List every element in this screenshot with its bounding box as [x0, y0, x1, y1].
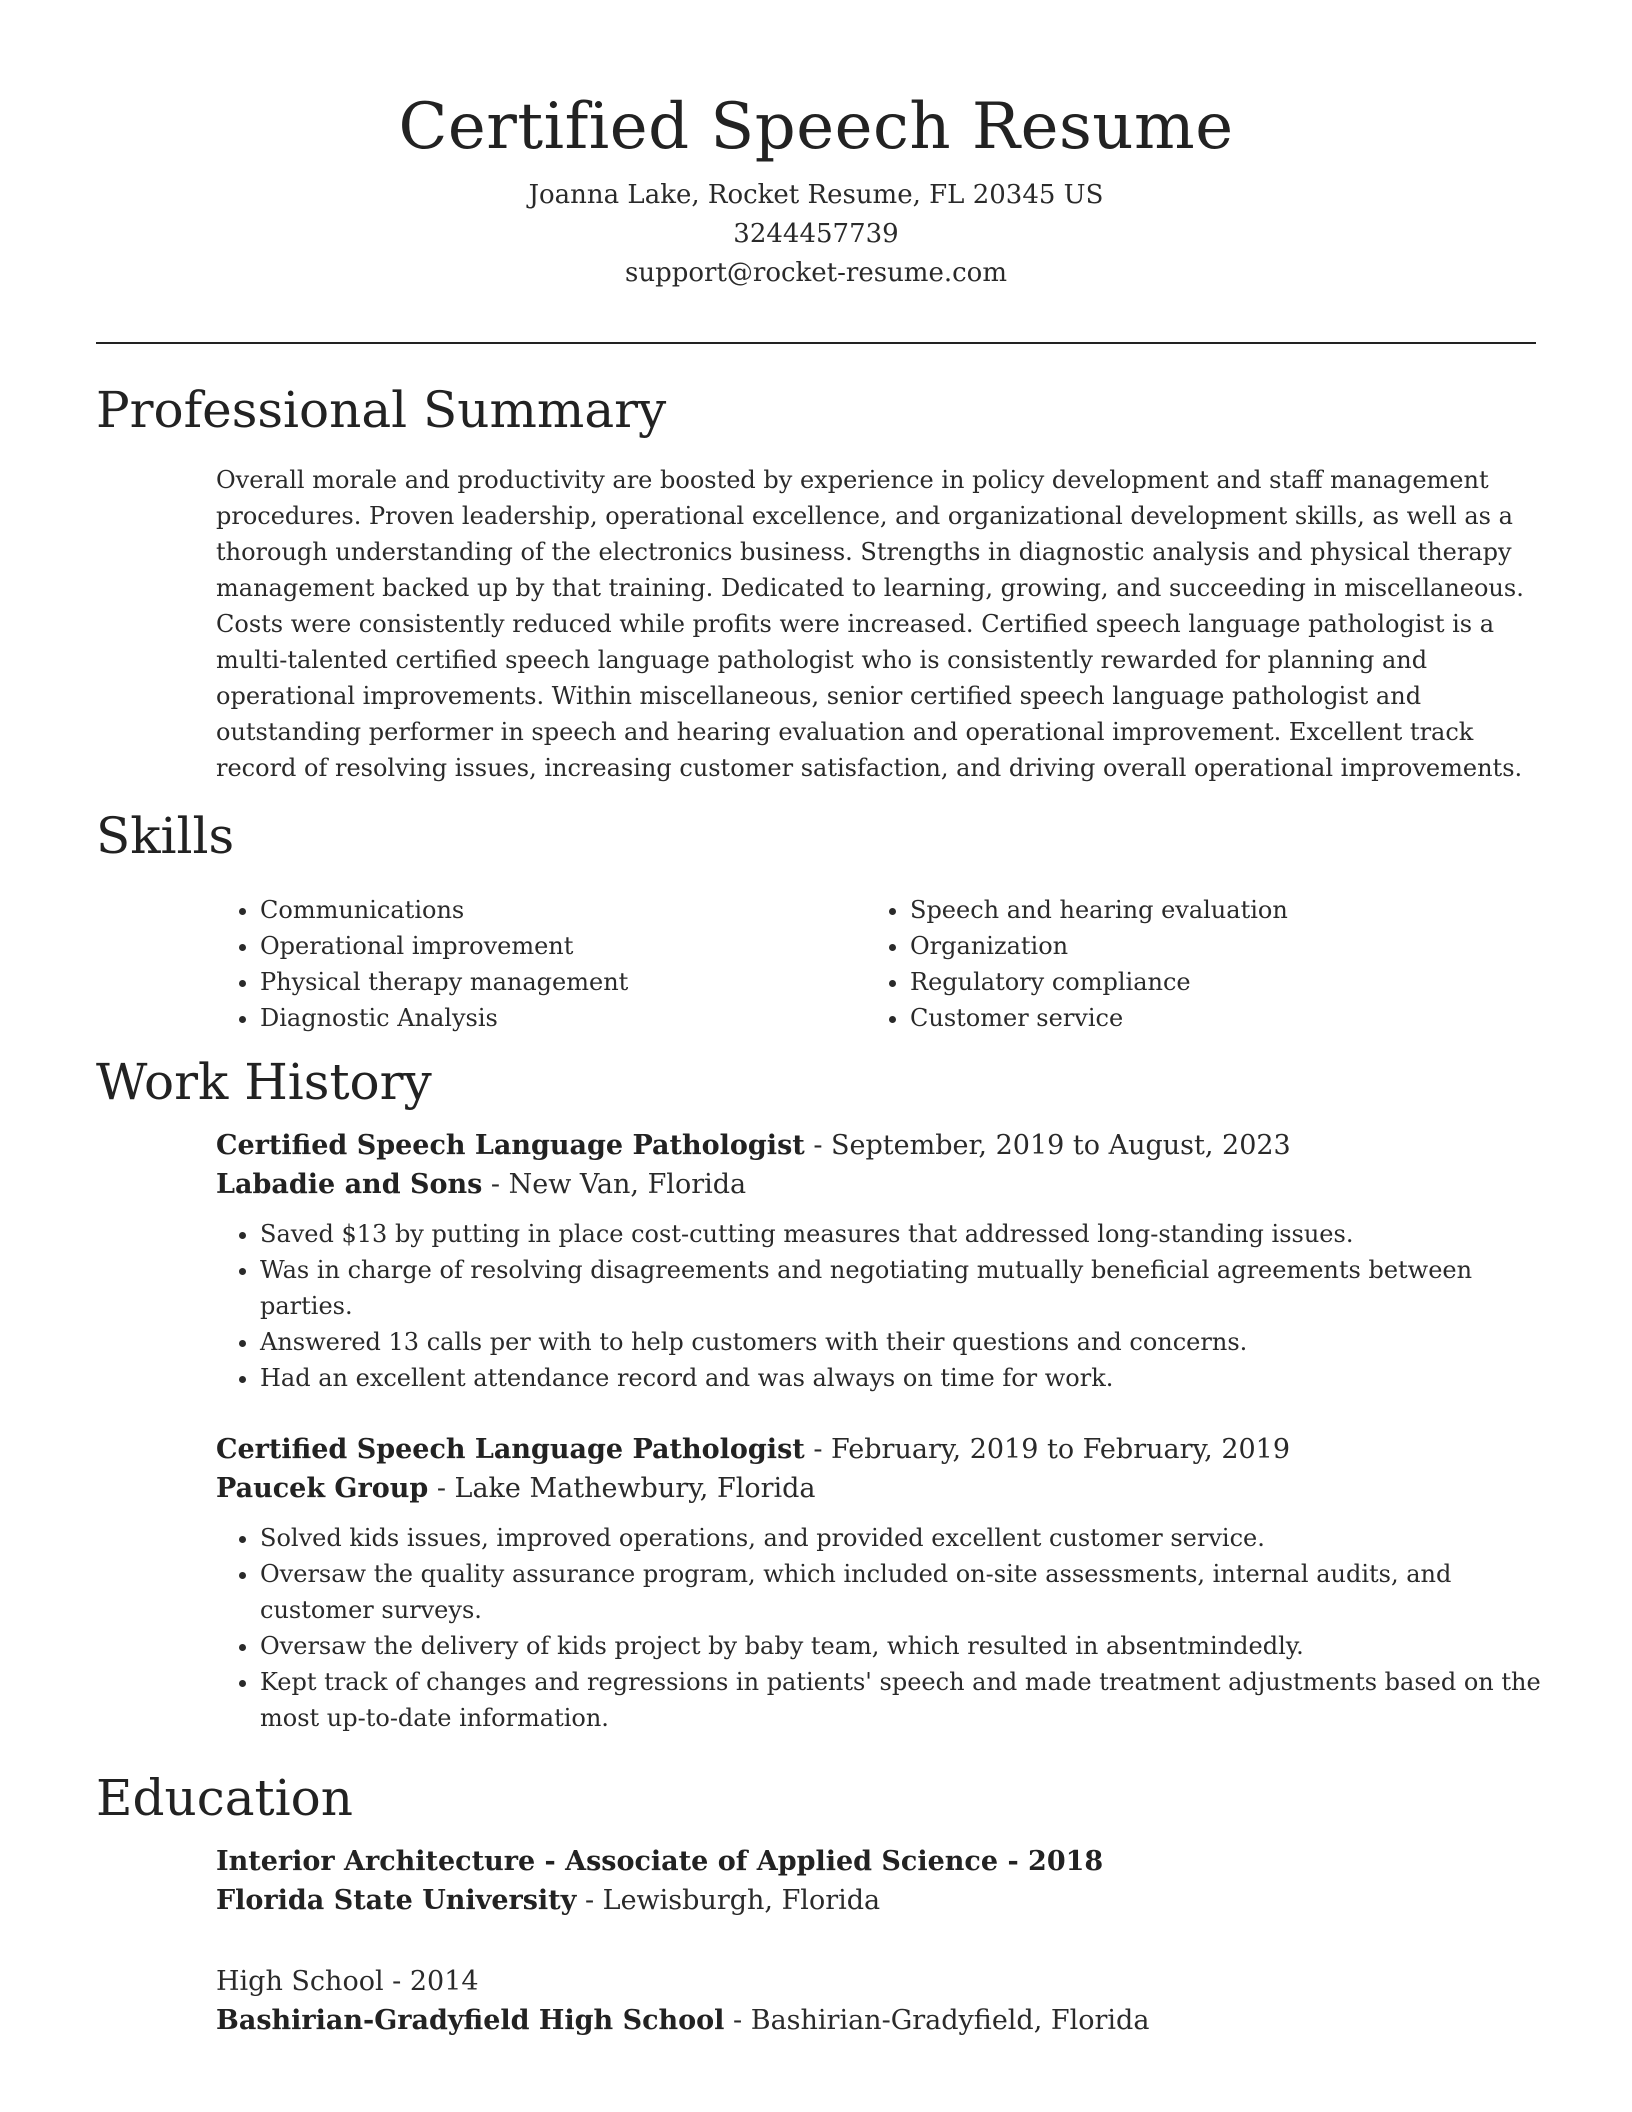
- job-title: Certified Speech Language Pathologist: [216, 1434, 805, 1465]
- education-school-line: [216, 2001, 1541, 2040]
- work-heading: Work History: [96, 1053, 432, 1111]
- education-location: - Bashirian-Gradyfield, Florida: [724, 2005, 1150, 2036]
- header-divider: [96, 342, 1536, 344]
- education-entry: [216, 1842, 1541, 1920]
- job-bullet: • Was in charge of resolving disagreements and negotiating mutually beneficial agreements between parties.: [260, 1252, 1541, 1324]
- job-bullet: • Solved kids issues, improved operations, and provided excellent customer service.: [260, 1520, 1541, 1556]
- contact-email: support@rocket-resume.com: [624, 258, 1007, 288]
- skill-item: • Speech and hearing evaluation: [910, 892, 1510, 928]
- skill-item: • Operational improvement: [260, 928, 866, 964]
- skills-column-right: [866, 892, 1510, 1036]
- skills-heading: Skills: [96, 807, 235, 865]
- education-location: - Lewisburgh, Florida: [576, 1885, 881, 1916]
- education-entry: [216, 1962, 1541, 2040]
- job-bullet: • Saved $13 by putting in place cost-cutting measures that addressed long-standing issues.: [260, 1216, 1541, 1252]
- skill-item: • Diagnostic Analysis: [260, 1000, 866, 1036]
- education-degree-text: High School - 2014: [216, 1966, 479, 1997]
- education-school: Florida State University: [216, 1885, 577, 1916]
- job-bullet: • Oversaw the quality assurance program, which included on-site assessments, internal audits, and customer surveys.: [260, 1556, 1541, 1628]
- skill-item: • Organization: [910, 928, 1510, 964]
- skills-list: [216, 892, 1536, 1036]
- job-company-line: [216, 1165, 1541, 1204]
- job-dates: - September, 2019 to August, 2023: [804, 1130, 1291, 1161]
- job-dates: - February, 2019 to February, 2019: [804, 1434, 1291, 1465]
- summary-heading: Professional Summary: [96, 381, 667, 439]
- education-degree: [216, 1962, 1541, 2001]
- skill-item: • Communications: [260, 892, 866, 928]
- job-bullet: • Oversaw the delivery of kids project by baby team, which resulted in absentmindedly.: [260, 1628, 1541, 1664]
- education-degree: [216, 1842, 1541, 1881]
- job-entry: [216, 1430, 1541, 1736]
- job-location: - New Van, Florida: [482, 1169, 747, 1200]
- resume-header: [0, 78, 1632, 293]
- job-title-line: [216, 1430, 1541, 1469]
- job-bullet: • Had an excellent attendance record and was always on time for work.: [260, 1360, 1541, 1396]
- job-bullet: • Answered 13 calls per with to help customers with their questions and concerns.: [260, 1324, 1541, 1360]
- job-company-line: [216, 1469, 1541, 1508]
- job-title: Certified Speech Language Pathologist: [216, 1130, 805, 1161]
- education-school-line: [216, 1881, 1541, 1920]
- summary-text: Overall morale and productivity are boosted by experience in policy development and staff management procedures. Proven leadership, operational excellence, and organizational development skills, as well as a thorough understanding of the electronics business. Strengths in diagnostic analysis and physical therapy management backed up by that training. Dedicated to learning, growing, and succeeding in miscellaneous. Costs were consistently reduced while profits were increased. Certified speech language pathologist is a multi-talented certified speech language pathologist who is consistently rewarded for planning and operational improvements. Within miscellaneous, senior certified speech language pathologist and outstanding performer in speech and hearing evaluation and operational improvement. Excellent track record of resolving issues, increasing customer satisfaction, and driving overall operational improvements.: [216, 466, 1524, 782]
- resume-title: Certified Speech Resume: [398, 90, 1234, 164]
- education-school: Bashirian-Gradyfield High School: [216, 2005, 725, 2036]
- contact-address: Joanna Lake, Rocket Resume, FL 20345 US: [528, 180, 1104, 210]
- skills-column-left: [216, 892, 866, 1036]
- job-title-line: [216, 1126, 1541, 1165]
- contact-phone: 3244457739: [733, 219, 899, 249]
- skill-item: • Regulatory compliance: [910, 964, 1510, 1000]
- education-heading: Education: [96, 1769, 353, 1827]
- job-company: Labadie and Sons: [216, 1169, 483, 1200]
- job-entry: [216, 1126, 1541, 1396]
- job-company: Paucek Group: [216, 1473, 429, 1504]
- skill-item: • Physical therapy management: [260, 964, 866, 1000]
- education-degree-text: Interior Architecture - Associate of Applied Science - 2018: [216, 1846, 1104, 1877]
- job-bullets: [216, 1216, 1541, 1396]
- skill-item: • Customer service: [910, 1000, 1510, 1036]
- job-bullet: • Kept track of changes and regressions in patients' speech and made treatment adjustments based on the most up-to-date information.: [260, 1664, 1541, 1736]
- job-bullets: [216, 1520, 1541, 1736]
- job-location: - Lake Mathewbury, Florida: [428, 1473, 816, 1504]
